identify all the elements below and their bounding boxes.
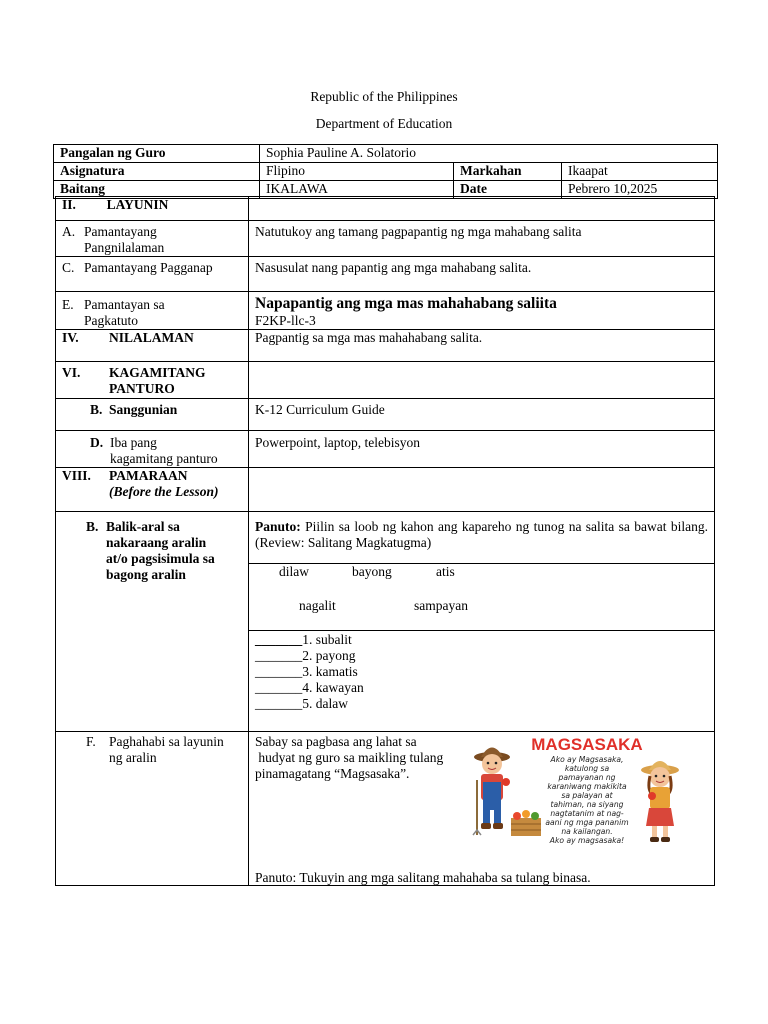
- girl-farmer-figure: [641, 761, 679, 842]
- f-text-3: pinamagatang “Magsasaka”.: [255, 766, 410, 781]
- row-c-num: C.: [62, 260, 75, 275]
- date-value: Pebrero 10,2025: [562, 181, 718, 199]
- info-table: [53, 144, 718, 199]
- item-1-text: 1. subalit: [302, 632, 352, 647]
- layunin-value: [249, 197, 715, 221]
- teacher-label: Pangalan ng Guro: [54, 145, 260, 163]
- item-3-blank: _______: [255, 664, 303, 679]
- row-c-label: [56, 257, 249, 292]
- poem-line-9: na kailangan.: [561, 827, 613, 836]
- poem-line-3: pamayanan ng: [558, 773, 616, 782]
- row-f-num: F.: [86, 734, 96, 749]
- row-iv-num: IV.: [62, 330, 79, 345]
- vegetable-crate: [511, 810, 541, 836]
- panuto-bold: Panuto:: [255, 519, 301, 534]
- poem-line-4: karaniwang makikita: [547, 782, 627, 791]
- word-nagalit: nagalit: [299, 598, 336, 613]
- row-b-num: B.: [90, 402, 103, 417]
- row-d-label-2: kagamitang panturo: [110, 451, 218, 466]
- poem-line-7: nagtatanim at nag-: [550, 809, 624, 818]
- row-e-label: [56, 292, 249, 330]
- f-panuto: Panuto: Tukuyin ang mga salitang mahahaba sa tulang binasa.: [255, 870, 591, 885]
- row-c-value: Nasusulat nang papantig ang mga mahabang salita.: [249, 257, 715, 292]
- row-viii-label-text: PAMARAAN: [109, 468, 188, 483]
- poem-line-10: Ako ay magsasaka!: [549, 836, 625, 845]
- row-a-num: A.: [62, 224, 76, 239]
- quarter-value: Ikaapat: [562, 163, 718, 181]
- layunin-label: LAYUNIN: [106, 197, 169, 212]
- row-c-label-text: Pamantayang Pagganap: [84, 260, 213, 275]
- row-e-value-title: Napapantig ang mga mas mahahabang saliita: [255, 295, 557, 312]
- grade-value: IKALAWA: [260, 181, 454, 199]
- row-a-label-1: Pamantayang: [84, 224, 157, 239]
- row-viii-num: VIII.: [62, 468, 91, 483]
- subject-value: Flipino: [260, 163, 454, 181]
- grade-label: Baitang: [54, 181, 260, 199]
- item-5-text: 5. dalaw: [302, 696, 348, 711]
- row-f-label-2: ng aralin: [109, 750, 157, 765]
- quarter-label: Markahan: [454, 163, 562, 181]
- item-5-blank: _______: [255, 696, 303, 711]
- word-dilaw: dilaw: [279, 564, 309, 579]
- item-3: [255, 664, 708, 680]
- row-d-num: D.: [90, 435, 104, 450]
- poem-line-8: aani ng mga pananim: [545, 818, 629, 827]
- row-e-value: [249, 292, 715, 330]
- row-e-label-1: Pamantayan sa: [84, 297, 165, 312]
- word-sampayan: sampayan: [414, 598, 468, 613]
- header-republic: Republic of the Philippines: [310, 89, 458, 104]
- row-bb-label-4: bagong aralin: [106, 567, 186, 582]
- row-e-label-2: Pagkatuto: [84, 313, 138, 328]
- poem-title: MAGSASAKA: [531, 735, 643, 754]
- item-2-blank: _______: [255, 648, 303, 663]
- row-iv-label: [56, 330, 249, 362]
- row-e-num: E.: [62, 297, 74, 312]
- magsasaka-poem-image: [471, 730, 689, 858]
- poem-line-6: tahiman, na siyang: [550, 800, 624, 809]
- row-iv-value: Pagpantig sa mga mas mahahabang salita.: [249, 330, 715, 362]
- row-vi-label-1: KAGAMITANG: [109, 365, 206, 380]
- row-f-value: [249, 732, 715, 886]
- item-2-text: 2. payong: [302, 648, 356, 663]
- boy-farmer-figure: [473, 748, 510, 836]
- row-viii-value: [249, 468, 715, 512]
- row-bb-num: B.: [86, 519, 99, 534]
- row-vi-label: [56, 362, 249, 399]
- header-department: Department of Education: [315, 116, 453, 131]
- row-bb-label-2: nakaraang aralin: [106, 535, 207, 550]
- word-bayong: bayong: [352, 564, 392, 579]
- row-vi-value: [249, 362, 715, 399]
- row-f-label: [56, 732, 249, 886]
- row-b-label: [56, 399, 249, 431]
- farmer-illustration: [471, 730, 689, 858]
- row-viii-label: [56, 468, 249, 512]
- word-atis: atis: [436, 564, 455, 579]
- item-2: [255, 648, 708, 664]
- row-bb-label-1: Balik-aral sa: [106, 519, 180, 534]
- lesson-plan-table: [55, 196, 715, 886]
- row-d-label: [56, 431, 249, 468]
- poem-line-5: sa palayan at: [561, 791, 613, 800]
- item-3-text: 3. kamatis: [302, 664, 358, 679]
- date-label: Date: [454, 181, 562, 199]
- panuto-cell: [249, 512, 715, 564]
- row-vi-label-2: PANTURO: [109, 381, 175, 396]
- poem-line-1: Ako ay Magsasaka,: [550, 755, 624, 764]
- row-iv-label-text: NILALAMAN: [109, 330, 194, 345]
- f-text-1: Sabay sa pagbasa ang lahat sa: [255, 734, 417, 749]
- row-viii-sub: (Before the Lesson): [109, 484, 219, 499]
- row-a-label: [56, 221, 249, 257]
- row-d-value: Powerpoint, laptop, telebisyon: [249, 431, 715, 468]
- poem-line-2: katulong sa: [564, 764, 610, 773]
- item-5: [255, 696, 708, 712]
- item-4: [255, 680, 708, 696]
- word-box: [249, 564, 715, 631]
- row-f-label-1: Paghahabi sa layunin: [109, 734, 224, 749]
- row-bb-label-3: at/o pagsisimula sa: [106, 551, 215, 566]
- teacher-value: Sophia Pauline A. Solatorio: [260, 145, 718, 163]
- panuto-text: Piilin sa loob ng kahon ang kapareho ng tunog na salita sa bawat bilang. (Review: Salitang Magkatugma): [255, 519, 709, 550]
- item-4-blank: _______: [255, 680, 303, 695]
- row-vi-num: VI.: [62, 365, 81, 380]
- row-e-value-code: F2KP-llc-3: [255, 313, 316, 328]
- f-text-2: hudyat ng guro sa maikling tulang: [255, 750, 444, 765]
- row-d-label-1: Iba pang: [110, 435, 157, 450]
- item-1: [255, 632, 708, 648]
- row-bb-label: [56, 512, 249, 732]
- item-4-text: 4. kawayan: [302, 680, 364, 695]
- row-a-value: Natutukoy ang tamang pagpapantig ng mga mahabang salita: [249, 221, 715, 257]
- layunin-num: II.: [62, 197, 76, 212]
- items-cell: [249, 631, 715, 732]
- row-b-value: K-12 Curriculum Guide: [249, 399, 715, 431]
- row-a-label-2: Pangnilalaman: [84, 240, 165, 255]
- item-1-blank: _______: [255, 632, 303, 647]
- layunin-heading: [56, 197, 249, 221]
- row-b-label-text: Sanggunian: [109, 402, 178, 417]
- subject-label: Asignatura: [54, 163, 260, 181]
